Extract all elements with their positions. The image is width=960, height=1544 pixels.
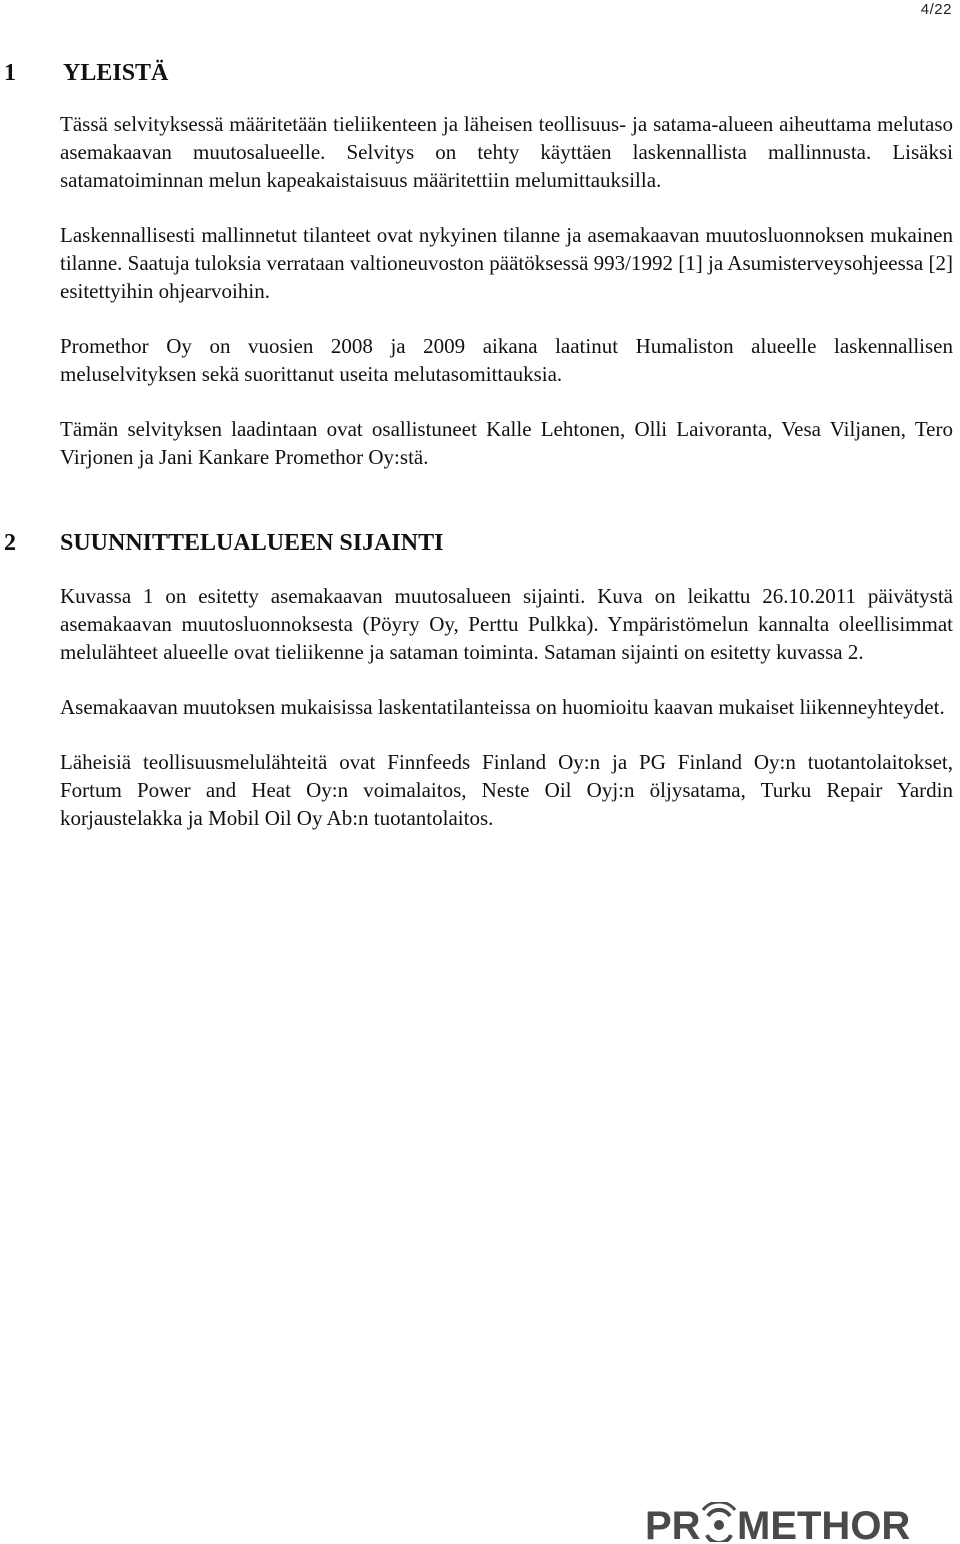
- logo-text-pr: PR: [645, 1504, 701, 1542]
- promethor-logo: [645, 1502, 951, 1542]
- paragraph: Laskennallisesti mallinnetut tilanteet ovat nykyinen tilanne ja asemakaavan muutosluonnoksen mukainen tilanne. Saatuja tuloksia verrataan valtioneuvoston päätöksessä 993/1992 [1] ja Asumisterveysohjeessa [2] esitettyihin ohjearvoihin.: [60, 223, 953, 303]
- section-number: 1: [4, 60, 16, 86]
- section-suunnittelualueen-sijainti: [0, 530, 960, 832]
- paragraph: Asemakaavan muutoksen mukaisissa laskentatilanteissa on huomioitu kaavan mukaiset liikenneyhteydet.: [60, 695, 945, 719]
- paragraph: Promethor Oy on vuosien 2008 ja 2009 aikana laatinut Humaliston alueelle laskennallisen meluselvityksen sekä suorittanut useita melutasomittauksia.: [60, 334, 953, 386]
- section-title: YLEISTÄ: [63, 60, 169, 86]
- section-yleista: [0, 60, 960, 471]
- section-heading: [0, 60, 960, 100]
- section-title: SUUNNITTELUALUEEN SIJAINTI: [60, 530, 444, 556]
- section-number: 2: [4, 530, 16, 556]
- paragraph: Kuvassa 1 on esitetty asemakaavan muutosalueen sijainti. Kuva on leikattu 26.10.2011 päivätystä asemakaavan muutosluonnoksesta (Pöyry Oy, Perttu Pulkka). Ympäristömelun kannalta oleellisimmat melulähteet alueelle ovat tieliikenne ja sataman toiminta. Sataman sijainti on esitetty kuvassa 2.: [60, 584, 953, 664]
- page-number: 4/22: [920, 1, 952, 18]
- paragraph: Tässä selvityksessä määritetään tieliikenteen ja läheisen teollisuus- ja satama-alueen aiheuttama melutaso asemakaavan muutosalueelle. Selvitys on tehty käyttäen laskennallista mallinnusta. Lisäksi satamatoiminnan melun kapeakaistaisuus määritettiin melumittauksilla.: [60, 112, 953, 192]
- paragraph: Läheisiä teollisuusmelulähteitä ovat Finnfeeds Finland Oy:n ja PG Finland Oy:n tuotantolaitokset, Fortum Power and Heat Oy:n voimalaitos, Neste Oil Oyj:n öljysatama, Turku Repair Yardin korjaustelakka ja Mobil Oil Oy Ab:n tuotantolaitos.: [60, 750, 953, 830]
- paragraph: Tämän selvityksen laadintaan ovat osallistuneet Kalle Lehtonen, Olli Laivoranta, Vesa Viljanen, Tero Virjonen ja Jani Kankare Promethor Oy:stä.: [60, 417, 953, 469]
- logo-text-methor: METHOR: [737, 1504, 911, 1542]
- sound-wave-o-icon: [703, 1502, 735, 1542]
- section-heading: [0, 530, 960, 570]
